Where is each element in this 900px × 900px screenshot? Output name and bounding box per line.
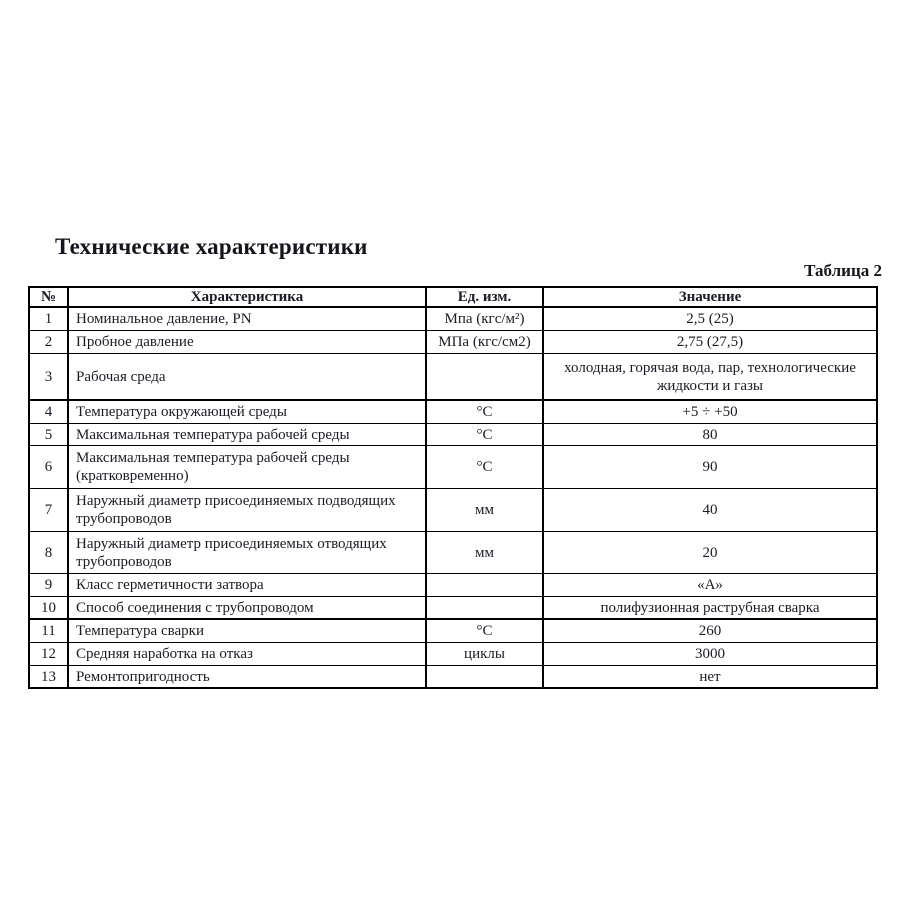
cell-value: 2,75 (27,5): [543, 331, 877, 354]
cell-unit: °С: [426, 400, 543, 424]
table-row: [29, 424, 877, 446]
cell-value: 40: [543, 489, 877, 532]
cell-characteristic: Температура сварки: [68, 619, 426, 643]
cell-characteristic: Наружный диаметр присоединяемых подводящих трубопроводов: [68, 489, 426, 532]
table-row: [29, 532, 877, 574]
spec-table-body: [29, 307, 877, 688]
table-header-row: [29, 287, 877, 307]
header-characteristic: Характеристика: [68, 287, 426, 307]
cell-num: 11: [29, 619, 68, 643]
cell-value: полифузионная раструбная сварка: [543, 597, 877, 620]
spec-table: [28, 286, 878, 689]
cell-value: холодная, горячая вода, пар, технологические жидкости и газы: [543, 354, 877, 401]
cell-unit: [426, 597, 543, 620]
cell-num: 9: [29, 574, 68, 597]
header-unit: Ед. изм.: [426, 287, 543, 307]
cell-value: нет: [543, 666, 877, 689]
table-row: [29, 597, 877, 620]
table-row: [29, 666, 877, 689]
cell-num: 7: [29, 489, 68, 532]
cell-unit: мм: [426, 489, 543, 532]
cell-value: 260: [543, 619, 877, 643]
cell-characteristic: Класс герметичности затвора: [68, 574, 426, 597]
cell-unit: °С: [426, 619, 543, 643]
cell-characteristic: Температура окружающей среды: [68, 400, 426, 424]
cell-num: 5: [29, 424, 68, 446]
cell-value: 80: [543, 424, 877, 446]
page-title: Технические характеристики: [55, 234, 368, 259]
cell-unit: °С: [426, 446, 543, 489]
cell-characteristic: Способ соединения с трубопроводом: [68, 597, 426, 620]
cell-characteristic: Ремонтопригодность: [68, 666, 426, 689]
cell-num: 12: [29, 643, 68, 666]
cell-characteristic: Максимальная температура рабочей среды: [68, 424, 426, 446]
cell-unit: °С: [426, 424, 543, 446]
cell-characteristic: Максимальная температура рабочей среды (кратковременно): [68, 446, 426, 489]
cell-value: «А»: [543, 574, 877, 597]
header-num: №: [29, 287, 68, 307]
cell-characteristic: Номинальное давление, PN: [68, 307, 426, 331]
table-row: [29, 331, 877, 354]
cell-characteristic: Пробное давление: [68, 331, 426, 354]
cell-value: 90: [543, 446, 877, 489]
table-row: [29, 643, 877, 666]
table-row: [29, 574, 877, 597]
table-row: [29, 446, 877, 489]
cell-value: 20: [543, 532, 877, 574]
table-row: [29, 400, 877, 424]
table-row: [29, 619, 877, 643]
cell-unit: МПа (кгс/см2): [426, 331, 543, 354]
cell-unit: [426, 666, 543, 689]
cell-num: 8: [29, 532, 68, 574]
table-row: [29, 307, 877, 331]
cell-num: 3: [29, 354, 68, 401]
cell-unit: циклы: [426, 643, 543, 666]
table-row: [29, 489, 877, 532]
cell-characteristic: Средняя наработка на отказ: [68, 643, 426, 666]
cell-num: 2: [29, 331, 68, 354]
cell-num: 6: [29, 446, 68, 489]
header-value: Значение: [543, 287, 877, 307]
cell-unit: [426, 574, 543, 597]
cell-num: 10: [29, 597, 68, 620]
cell-characteristic: Рабочая среда: [68, 354, 426, 401]
table-row: [29, 354, 877, 401]
cell-value: +5 ÷ +50: [543, 400, 877, 424]
cell-value: 3000: [543, 643, 877, 666]
cell-num: 1: [29, 307, 68, 331]
cell-num: 13: [29, 666, 68, 689]
cell-unit: мм: [426, 532, 543, 574]
cell-num: 4: [29, 400, 68, 424]
cell-characteristic: Наружный диаметр присоединяемых отводящих трубопроводов: [68, 532, 426, 574]
table-caption: Таблица 2: [804, 261, 882, 280]
cell-value: 2,5 (25): [543, 307, 877, 331]
cell-unit: [426, 354, 543, 401]
cell-unit: Мпа (кгс/м²): [426, 307, 543, 331]
